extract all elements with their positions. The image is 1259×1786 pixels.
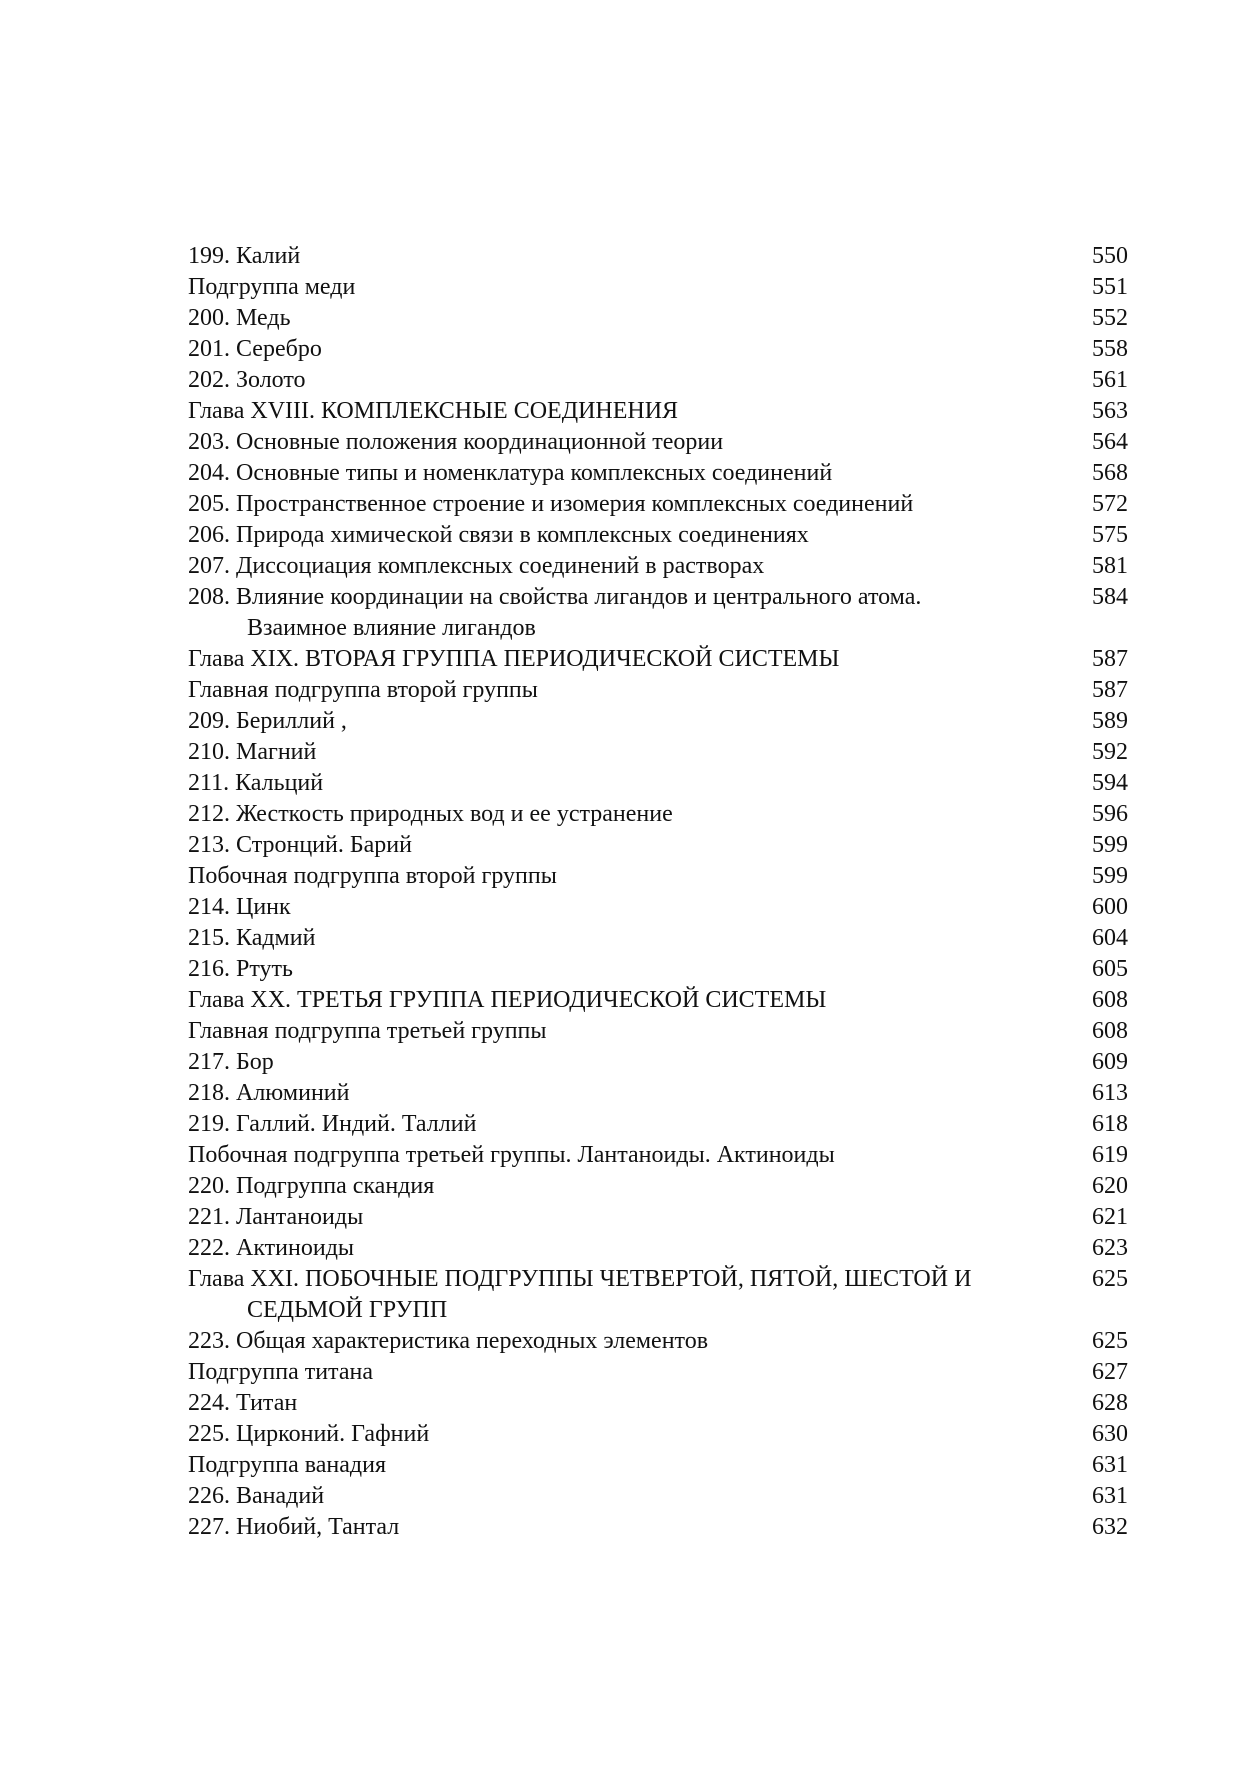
toc-entry-title xyxy=(188,1326,1068,1357)
toc-entry-title-text: 216. Ртуть xyxy=(188,956,293,982)
toc-entry-title xyxy=(188,985,1068,1016)
toc-entry-page-number: 620 xyxy=(1092,1173,1128,1199)
toc-entry-title-text: 218. Алюминий xyxy=(188,1080,350,1106)
toc-entry-page-number: 605 xyxy=(1092,956,1128,982)
toc-entry-page-number: 568 xyxy=(1092,460,1128,486)
toc-entry xyxy=(188,923,1128,954)
toc-entry xyxy=(188,1140,1128,1171)
toc-entry xyxy=(188,334,1128,365)
toc-entry xyxy=(188,644,1128,675)
toc-entry-title-text: 200. Медь xyxy=(188,305,291,331)
toc-entry-title xyxy=(188,1078,1068,1109)
toc-entry-page-number: 632 xyxy=(1092,1514,1128,1540)
toc-entry xyxy=(188,458,1128,489)
toc-entry-title xyxy=(188,644,1068,675)
toc-entry-title xyxy=(188,396,1068,427)
toc-entry-title xyxy=(188,1419,1068,1450)
toc-entry-page-number: 572 xyxy=(1092,491,1128,517)
toc-entry-title xyxy=(188,272,1068,303)
toc-entry-page-number: 625 xyxy=(1092,1328,1128,1354)
toc-entry xyxy=(188,1233,1128,1264)
toc-entry xyxy=(188,1171,1128,1202)
toc-entry-title xyxy=(188,1016,1068,1047)
toc-entry-title-text: 220. Подгруппа скандия xyxy=(188,1173,435,1199)
toc-entry xyxy=(188,768,1128,799)
toc-entry-title-text: 205. Пространственное строение и изомерия комплексных соединений xyxy=(188,491,914,517)
toc-entry xyxy=(188,1326,1128,1357)
toc-entry xyxy=(188,1512,1128,1543)
toc-entry-page-number: 552 xyxy=(1092,305,1128,331)
toc-entry-title-text: 219. Галлий. Индий. Таллий xyxy=(188,1111,477,1137)
toc-entry xyxy=(188,427,1128,458)
toc-entry xyxy=(188,1388,1128,1419)
toc-entry-title xyxy=(188,768,1068,799)
toc-entry-page-number: 631 xyxy=(1092,1452,1128,1478)
toc-entry xyxy=(188,861,1128,892)
toc-entry-title-text: 224. Титан xyxy=(188,1390,298,1416)
toc-entry-page-number: 584 xyxy=(1092,584,1128,610)
toc-entry-page-number: 631 xyxy=(1092,1483,1128,1509)
toc-entry-title-text: 199. Калий xyxy=(188,243,301,269)
toc-entry-title-text: 226. Ванадий xyxy=(188,1483,325,1509)
toc-entry xyxy=(188,582,1128,644)
toc-entry-page-number: 587 xyxy=(1092,646,1128,672)
toc-entry-title-text: Подгруппа ванадия xyxy=(188,1452,386,1478)
toc-entry xyxy=(188,1357,1128,1388)
toc-entry xyxy=(188,1109,1128,1140)
toc-entry xyxy=(188,241,1128,272)
toc-entry-title xyxy=(188,923,1068,954)
toc-entry-page-number: 558 xyxy=(1092,336,1128,362)
toc-entry-page-number: 599 xyxy=(1092,863,1128,889)
toc-entry xyxy=(188,272,1128,303)
toc-entry-title xyxy=(188,1109,1068,1140)
toc-entry xyxy=(188,489,1128,520)
toc-entry xyxy=(188,396,1128,427)
toc-entry-title xyxy=(188,799,1068,830)
toc-entry-page-number: 563 xyxy=(1092,398,1128,424)
toc-entry-title xyxy=(188,737,1068,768)
toc-entry-title-text: 222. Актиноиды xyxy=(188,1235,355,1261)
toc-entry-title-text: 201. Серебро xyxy=(188,336,322,362)
toc-entry xyxy=(188,830,1128,861)
toc-entry-title-text: 225. Цирконий. Гафний xyxy=(188,1421,430,1447)
toc-entry-title-text: 208. Влияние координации на свойства лигандов и центрального атома. xyxy=(188,584,922,610)
toc-entry-page-number: 627 xyxy=(1092,1359,1128,1385)
toc-entry-title-text: 215. Кадмий xyxy=(188,925,316,951)
toc-entry-page-number: 551 xyxy=(1092,274,1128,300)
toc-entry-title-text: 211. Кальций xyxy=(188,770,324,796)
toc-entry-page-number: 608 xyxy=(1092,987,1128,1013)
toc-entry-title-text: 207. Диссоциация комплексных соединений в растворах xyxy=(188,553,765,579)
toc-entry xyxy=(188,303,1128,334)
toc-entry-title xyxy=(188,830,1068,861)
toc-entry xyxy=(188,1047,1128,1078)
toc-entry-page-number: 625 xyxy=(1092,1266,1128,1292)
toc-entry xyxy=(188,1016,1128,1047)
toc-entry-title xyxy=(188,861,1068,892)
toc-entry-title xyxy=(188,303,1068,334)
toc-entry-page-number: 599 xyxy=(1092,832,1128,858)
toc-entry-title-text: Главная подгруппа второй группы xyxy=(188,677,538,703)
toc-entry-page-number: 600 xyxy=(1092,894,1128,920)
toc-entry xyxy=(188,892,1128,923)
toc-entry-title-text: 223. Общая характеристика переходных элементов xyxy=(188,1328,709,1354)
toc-entry-title xyxy=(188,458,1068,489)
toc-entry-title xyxy=(188,1140,1068,1171)
toc-entry-title xyxy=(188,489,1068,520)
toc-entry-title-text: Побочная подгруппа второй группы xyxy=(188,863,557,889)
toc-entry-page-number: 618 xyxy=(1092,1111,1128,1137)
toc-entry-page-number: 575 xyxy=(1092,522,1128,548)
toc-entry-title-text: 217. Бор xyxy=(188,1049,274,1075)
toc-entry xyxy=(188,1419,1128,1450)
toc-entry-page-number: 589 xyxy=(1092,708,1128,734)
toc-entry-title-text: Побочная подгруппа третьей группы. Лантаноиды. Актиноиды xyxy=(188,1142,835,1168)
toc-entry-title-text: Главная подгруппа третьей группы xyxy=(188,1018,547,1044)
toc-entry-page-number: 596 xyxy=(1092,801,1128,827)
toc-entry-page-number: 623 xyxy=(1092,1235,1128,1261)
toc-entry-title-continuation: СЕДЬМОЙ ГРУПП xyxy=(247,1297,448,1323)
toc-entry-page-number: 581 xyxy=(1092,553,1128,579)
toc-entry-page-number: 628 xyxy=(1092,1390,1128,1416)
toc-entry-page-number: 564 xyxy=(1092,429,1128,455)
toc-entry-page-number: 550 xyxy=(1092,243,1128,269)
toc-entry xyxy=(188,1202,1128,1233)
toc-entry-title xyxy=(188,1233,1068,1264)
toc-entry-page-number: 609 xyxy=(1092,1049,1128,1075)
toc-entry xyxy=(188,799,1128,830)
toc-entry-title-text: Подгруппа титана xyxy=(188,1359,373,1385)
toc-entry-title-text: 214. Цинк xyxy=(188,894,291,920)
toc-entry-title xyxy=(188,954,1068,985)
toc-entry-title xyxy=(188,1481,1068,1512)
toc-entry-title xyxy=(188,241,1068,272)
toc-entry-title xyxy=(188,1450,1068,1481)
toc-entry-title-text: Глава XXI. ПОБОЧНЫЕ ПОДГРУППЫ ЧЕТВЕРТОЙ, ПЯТОЙ, ШЕСТОЙ И xyxy=(188,1266,972,1292)
table-of-contents xyxy=(188,241,1128,1543)
toc-entry xyxy=(188,1078,1128,1109)
toc-entry-title xyxy=(188,551,1068,582)
toc-entry-title xyxy=(188,1512,1068,1543)
toc-entry-title xyxy=(188,1388,1068,1419)
toc-entry xyxy=(188,520,1128,551)
toc-entry-title xyxy=(188,892,1068,923)
toc-entry-title-continuation: Взаимное влияние лигандов xyxy=(247,615,536,641)
toc-entry-page-number: 587 xyxy=(1092,677,1128,703)
toc-entry xyxy=(188,675,1128,706)
toc-entry-page-number: 561 xyxy=(1092,367,1128,393)
toc-entry xyxy=(188,954,1128,985)
toc-entry-title xyxy=(188,1264,1068,1326)
toc-entry-title xyxy=(188,675,1068,706)
toc-entry-title xyxy=(188,520,1068,551)
toc-entry-title-text: Глава XX. ТРЕТЬЯ ГРУППА ПЕРИОДИЧЕСКОЙ СИСТЕМЫ xyxy=(188,987,827,1013)
toc-entry-title-text: 221. Лантаноиды xyxy=(188,1204,364,1230)
toc-entry-title-text: 203. Основные положения координационной теории xyxy=(188,429,724,455)
toc-entry xyxy=(188,1450,1128,1481)
toc-entry-title-text: 210. Магний xyxy=(188,739,317,765)
toc-entry-page-number: 604 xyxy=(1092,925,1128,951)
toc-entry-title xyxy=(188,1202,1068,1233)
toc-entry-title-text: 213. Стронций. Барий xyxy=(188,832,412,858)
toc-entry-title-text: 227. Ниобий, Тантал xyxy=(188,1514,400,1540)
toc-entry-title xyxy=(188,706,1068,737)
toc-entry-title-text: Глава XVIII. КОМПЛЕКСНЫЕ СОЕДИНЕНИЯ xyxy=(188,398,679,424)
toc-entry-title-text: 212. Жесткость природных вод и ее устранение xyxy=(188,801,673,827)
toc-entry xyxy=(188,1264,1128,1326)
toc-entry-title xyxy=(188,365,1068,396)
toc-entry-title-text: 202. Золото xyxy=(188,367,306,393)
toc-entry xyxy=(188,1481,1128,1512)
toc-entry-title xyxy=(188,334,1068,365)
toc-entry-title xyxy=(188,1047,1068,1078)
toc-entry-page-number: 592 xyxy=(1092,739,1128,765)
toc-entry-title xyxy=(188,1357,1068,1388)
toc-entry-title xyxy=(188,1171,1068,1202)
toc-entry-title-text: 204. Основные типы и номенклатура комплексных соединений xyxy=(188,460,833,486)
toc-entry-page-number: 594 xyxy=(1092,770,1128,796)
toc-entry-page-number: 608 xyxy=(1092,1018,1128,1044)
toc-entry-page-number: 630 xyxy=(1092,1421,1128,1447)
toc-entry-title xyxy=(188,582,1068,644)
toc-entry-page-number: 621 xyxy=(1092,1204,1128,1230)
toc-entry xyxy=(188,551,1128,582)
toc-entry xyxy=(188,985,1128,1016)
toc-entry-title-text: 209. Бериллий , xyxy=(188,708,347,734)
toc-entry-title-text: Подгруппа меди xyxy=(188,274,356,300)
toc-entry-title-text: Глава XIX. ВТОРАЯ ГРУППА ПЕРИОДИЧЕСКОЙ СИСТЕМЫ xyxy=(188,646,840,672)
toc-entry-title-text: 206. Природа химической связи в комплексных соединениях xyxy=(188,522,809,548)
toc-entry xyxy=(188,737,1128,768)
toc-entry xyxy=(188,706,1128,737)
toc-entry-page-number: 619 xyxy=(1092,1142,1128,1168)
toc-entry xyxy=(188,365,1128,396)
toc-entry-title xyxy=(188,427,1068,458)
toc-entry-page-number: 613 xyxy=(1092,1080,1128,1106)
